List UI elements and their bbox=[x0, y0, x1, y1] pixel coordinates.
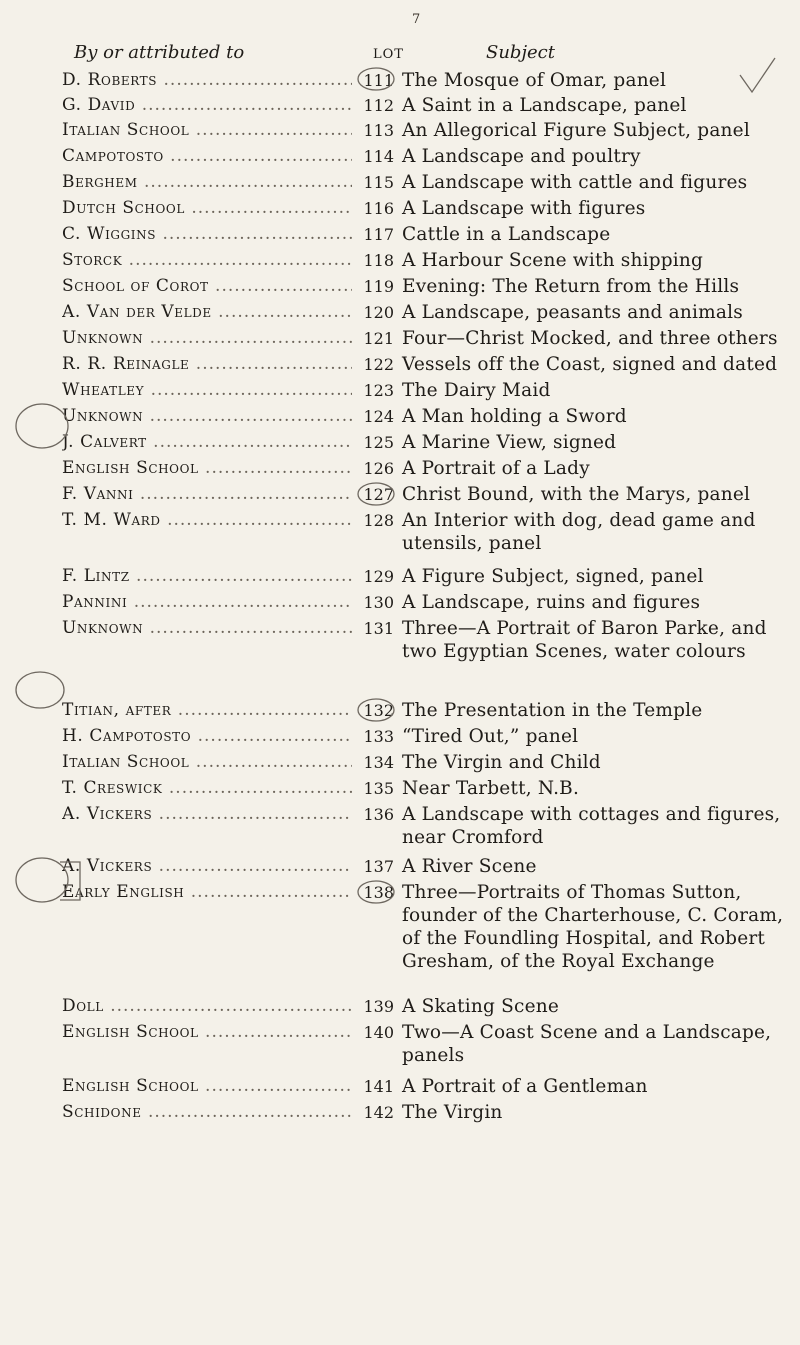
lot-artist: Unknown ..... bbox=[62, 328, 352, 350]
lot-number: 117 bbox=[363, 225, 394, 244]
lot-number: 114 bbox=[363, 147, 394, 166]
lot-subject: Christ Bound, with the Marys, panel bbox=[402, 484, 751, 505]
lot-artist: English School ..... bbox=[62, 1076, 352, 1098]
lot-subject: A Portrait of a Gentleman bbox=[402, 1076, 648, 1097]
lot-number: 123 bbox=[363, 381, 394, 400]
lot-artist: Italian School ..... bbox=[62, 752, 352, 774]
lot-artist: School of Corot ..... bbox=[62, 276, 352, 298]
lot-row bbox=[0, 1100, 800, 1126]
lot-number: 136 bbox=[363, 805, 394, 824]
lot-number: 121 bbox=[363, 329, 394, 348]
lot-subject: An Allegorical Figure Subject, panel bbox=[402, 120, 750, 141]
lot-number: 132 bbox=[363, 701, 394, 720]
lot-row bbox=[0, 430, 800, 456]
lot-subject: A Landscape with figures bbox=[402, 198, 646, 219]
lot-subject: Vessels off the Coast, signed and dated bbox=[402, 354, 778, 375]
lot-artist: T. Creswick ..... bbox=[62, 778, 352, 800]
lot-artist: F. Vanni ..... bbox=[62, 484, 352, 506]
lot-row bbox=[0, 482, 800, 508]
lot-row bbox=[0, 68, 800, 94]
lot-artist: F. Lintz ..... bbox=[62, 566, 352, 588]
lot-artist: H. Campotosto ..... bbox=[62, 726, 352, 748]
lot-artist: English School ..... bbox=[62, 1022, 352, 1044]
lot-artist: D. Roberts ..... bbox=[62, 70, 352, 92]
lot-number: 118 bbox=[363, 251, 394, 270]
lot-subject: Four—Christ Mocked, and three others bbox=[402, 328, 778, 349]
lot-artist: Dutch School ..... bbox=[62, 198, 352, 220]
lot-subject: The Dairy Maid bbox=[402, 380, 551, 401]
lot-artist: G. David ..... bbox=[62, 95, 352, 117]
lot-subject: A River Scene bbox=[402, 856, 537, 877]
lot-artist: R. R. Reinagle ..... bbox=[62, 354, 352, 376]
lot-number: 140 bbox=[363, 1023, 394, 1042]
lot-artist: Pannini ..... bbox=[62, 592, 352, 614]
lot-row bbox=[0, 456, 800, 482]
header-subject: Subject bbox=[486, 42, 555, 63]
lot-subject: A Landscape, ruins and figures bbox=[402, 592, 701, 613]
lot-artist: Wheatley ..... bbox=[62, 380, 352, 402]
lot-number: 128 bbox=[363, 511, 394, 530]
lot-artist: Campotosto ..... bbox=[62, 146, 352, 168]
lot-number: 135 bbox=[363, 779, 394, 798]
lot-subject: A Landscape, peasants and animals bbox=[402, 302, 743, 323]
lot-row bbox=[0, 248, 800, 274]
lot-artist: Early English ..... bbox=[62, 882, 352, 904]
lot-subject: A Man holding a Sword bbox=[402, 406, 627, 427]
lot-number: 120 bbox=[363, 303, 394, 322]
lot-row bbox=[0, 698, 800, 724]
lot-number: 113 bbox=[363, 121, 394, 140]
lot-number: 115 bbox=[363, 173, 394, 192]
lot-artist: Italian School ..... bbox=[62, 120, 352, 142]
lot-subject: An Interior with dog, dead game and utensils, panel bbox=[402, 510, 756, 554]
lot-row bbox=[0, 274, 800, 300]
lot-subject: Three—A Portrait of Baron Parke, and two Egyptian Scenes, water colours bbox=[402, 618, 767, 662]
lot-row bbox=[0, 1020, 800, 1066]
lot-subject: Cattle in a Landscape bbox=[402, 224, 611, 245]
page-number: 7 bbox=[412, 12, 421, 27]
lot-row bbox=[0, 616, 800, 662]
lot-number: 141 bbox=[363, 1077, 394, 1096]
lot-row bbox=[0, 222, 800, 248]
lot-number: 131 bbox=[363, 619, 394, 638]
header-artist: By or attributed to bbox=[74, 42, 245, 63]
lot-artist: English School ..... bbox=[62, 458, 352, 480]
lot-artist: A. Vickers ..... bbox=[62, 856, 352, 878]
lot-subject: The Virgin bbox=[402, 1102, 503, 1123]
lot-subject: A Saint in a Landscape, panel bbox=[402, 95, 687, 116]
lot-row bbox=[0, 93, 800, 119]
lot-artist: Schidone ..... bbox=[62, 1102, 352, 1124]
lot-artist: J. Calvert ..... bbox=[62, 432, 352, 454]
lot-row bbox=[0, 564, 800, 590]
lot-row bbox=[0, 854, 800, 880]
header-lot: LOT bbox=[373, 47, 404, 62]
lot-row bbox=[0, 300, 800, 326]
lot-subject: Two—A Coast Scene and a Landscape, panels bbox=[402, 1022, 772, 1066]
lot-subject: A Marine View, signed bbox=[402, 432, 617, 453]
lot-artist: Titian, after ..... bbox=[62, 700, 352, 722]
lot-artist: Berghem ..... bbox=[62, 172, 352, 194]
lot-subject: A Skating Scene bbox=[402, 996, 559, 1017]
lot-subject: “Tired Out,” panel bbox=[402, 726, 579, 747]
lot-subject: A Landscape with cottages and figures, near Cromford bbox=[402, 804, 781, 848]
lot-row bbox=[0, 170, 800, 196]
lot-row bbox=[0, 404, 800, 430]
lot-number: 127 bbox=[363, 485, 394, 504]
lot-subject: A Figure Subject, signed, panel bbox=[402, 566, 704, 587]
lot-subject: A Harbour Scene with shipping bbox=[402, 250, 704, 271]
lot-subject: The Presentation in the Temple bbox=[402, 700, 703, 721]
lot-number: 124 bbox=[363, 407, 394, 426]
lot-artist: A. Van der Velde ..... bbox=[62, 302, 352, 324]
lot-artist: Unknown ..... bbox=[62, 618, 352, 640]
lot-row bbox=[0, 196, 800, 222]
lot-row bbox=[0, 352, 800, 378]
lot-row bbox=[0, 326, 800, 352]
lot-row bbox=[0, 994, 800, 1020]
lot-subject: Near Tarbett, N.B. bbox=[402, 778, 580, 799]
lot-subject: A Landscape with cattle and figures bbox=[402, 172, 748, 193]
lot-number: 122 bbox=[363, 355, 394, 374]
lot-artist: Unknown ..... bbox=[62, 406, 352, 428]
lot-artist: A. Vickers ..... bbox=[62, 804, 352, 826]
lot-number: 134 bbox=[363, 753, 394, 772]
lot-subject: The Virgin and Child bbox=[402, 752, 601, 773]
lot-row bbox=[0, 118, 800, 144]
lot-row bbox=[0, 724, 800, 750]
lot-number: 116 bbox=[363, 199, 394, 218]
lot-row bbox=[0, 802, 800, 848]
lot-subject: A Portrait of a Lady bbox=[402, 458, 590, 479]
lot-number: 112 bbox=[363, 96, 394, 115]
lot-number: 142 bbox=[363, 1103, 394, 1122]
lot-subject: A Landscape and poultry bbox=[402, 146, 641, 167]
lot-artist: T. M. Ward ..... bbox=[62, 510, 352, 532]
lot-number: 133 bbox=[363, 727, 394, 746]
lot-subject: The Mosque of Omar, panel bbox=[402, 70, 667, 91]
lot-artist: Storck ..... bbox=[62, 250, 352, 272]
lot-artist: Doll ..... bbox=[62, 996, 352, 1018]
lot-number: 129 bbox=[363, 567, 394, 586]
lot-artist: C. Wiggins ..... bbox=[62, 224, 352, 246]
lot-row bbox=[0, 378, 800, 404]
lot-subject: Evening: The Return from the Hills bbox=[402, 276, 740, 297]
lot-row bbox=[0, 1074, 800, 1100]
lot-row bbox=[0, 508, 800, 554]
lot-number: 137 bbox=[363, 857, 394, 876]
lot-row bbox=[0, 590, 800, 616]
lot-row bbox=[0, 144, 800, 170]
lot-row bbox=[0, 750, 800, 776]
lot-number: 111 bbox=[363, 71, 394, 90]
lot-number: 138 bbox=[363, 883, 394, 902]
lot-row bbox=[0, 776, 800, 802]
lot-number: 125 bbox=[363, 433, 394, 452]
lot-number: 130 bbox=[363, 593, 394, 612]
lot-subject: Three—Portraits of Thomas Sutton, founder of the Charterhouse, C. Coram, of the Foundling Hospital, and Robert Gresham, of the Royal Exchange bbox=[402, 882, 784, 972]
lot-row bbox=[0, 880, 800, 972]
lot-number: 119 bbox=[363, 277, 394, 296]
lot-number: 126 bbox=[363, 459, 394, 478]
lot-number: 139 bbox=[363, 997, 394, 1016]
